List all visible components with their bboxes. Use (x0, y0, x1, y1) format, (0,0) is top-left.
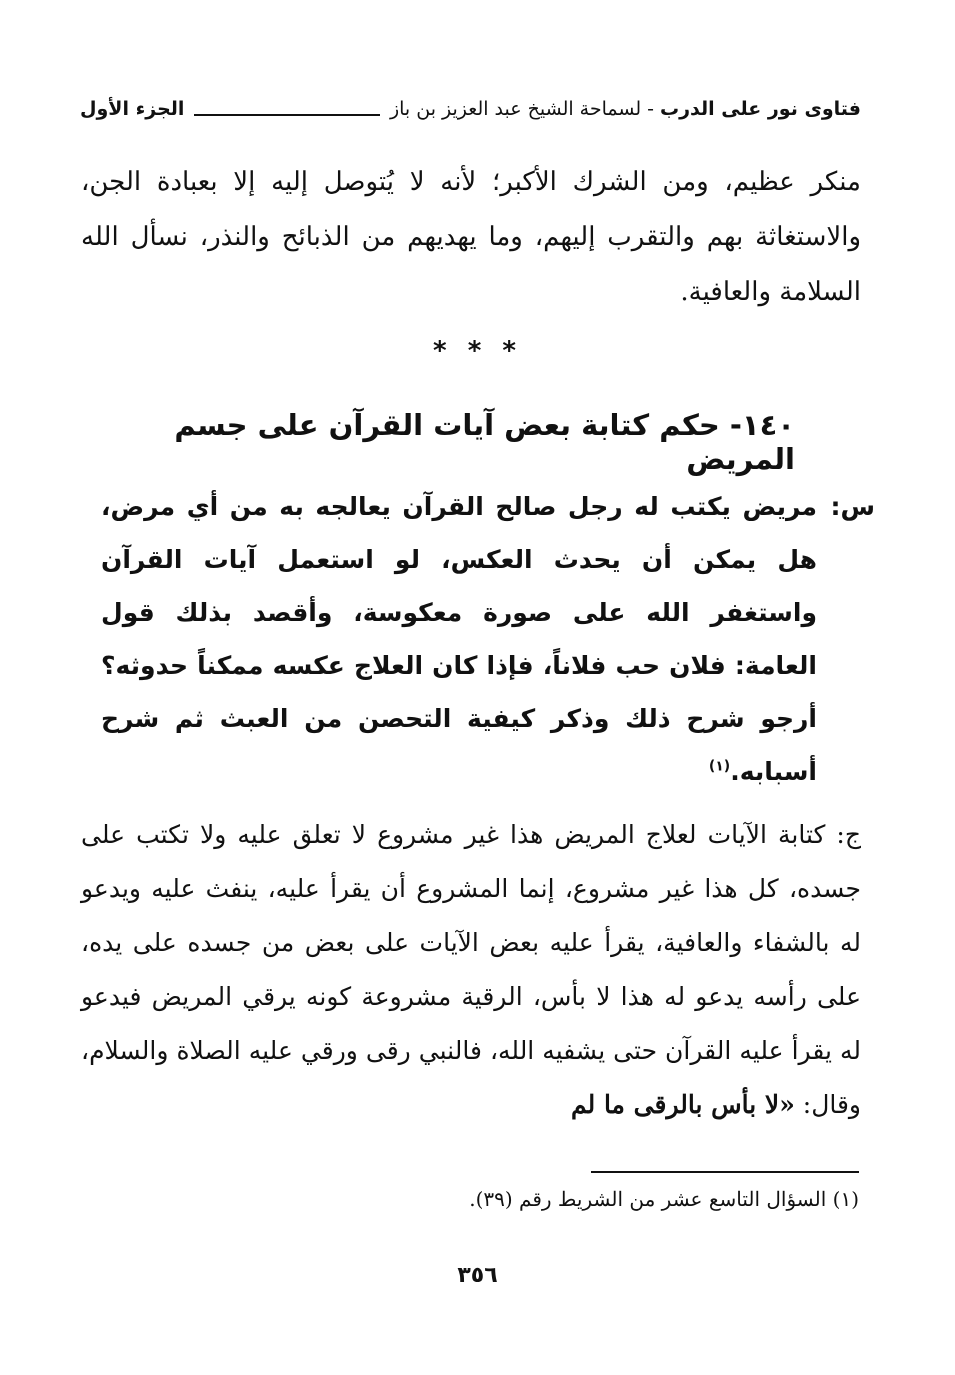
header-dash: - (647, 98, 654, 120)
page-number: ٣٥٦ (457, 1263, 498, 1288)
header-title-group (390, 98, 861, 120)
question-prefix: س: (830, 492, 875, 521)
question-block (101, 480, 875, 798)
header-book-title: فتاوى نور على الدرب (660, 98, 861, 120)
answer-paragraph (81, 808, 861, 1132)
section-heading: ١٤٠- حكم كتابة بعض آيات القرآن على جسم المريض (174, 408, 795, 476)
answer-text: ج: كتابة الآيات لعلاج المريض هذا غير مشروع لا تعلق عليه ولا تكتب على جسده، كل هذا غير مشروع، إنما المشروع أن يقرأ عليه، ينفث عليه ويدعو له بالشفاء والعافية، يقرأ عليه بعض الآيات على بعض من جسده على يده، على رأسه يدعو له هذا لا بأس، الرقية مشروعة كونه يرقي المريض فيدعو له يقرأ عليه القرآن حتى يشفيه الله، فالنبي رقى ورقي عليه الصلاة والسلام، وقال: (81, 820, 861, 1119)
footnote: (١) السؤال التاسع عشر من الشريط رقم (٣٩). (469, 1187, 859, 1211)
intro-paragraph: منكر عظيم، ومن الشرك الأكبر؛ لأنه لا يُتوصل إليه إلا بعبادة الجن، والاستغاثة بهم والتقرب إليهم، وما يهديهم من الذبائح والنذر، نسأل الله السلامة والعافية. (81, 167, 861, 307)
header-author: لسماحة الشيخ عبد العزيز بن باز (389, 98, 642, 120)
footnote-marker: (١) (708, 758, 731, 775)
answer-quote: «لا بأس بالرقى ما لم (570, 1090, 795, 1119)
header-volume: الجزء الأول (80, 98, 185, 120)
footnote-rule (591, 1171, 859, 1173)
running-header (80, 92, 861, 126)
header-rule (194, 114, 379, 116)
section-separator: * * * (433, 336, 522, 366)
question-text: مريض يكتب له رجل صالح القرآن يعالجه به من أي مرض، هل يمكن أن يحدث العكس، لو استعمل آيات القرآن واستغفر الله على صورة معكوسة، وأقصد بذلك قول العامة: فلان حب فلاناً، فإذا كان العلاج عكسه ممكناً حدوثه؟ أرجو شرح ذلك وذكر كيفية التحصن من العبث ثم شرح أسبابه. (101, 492, 817, 786)
